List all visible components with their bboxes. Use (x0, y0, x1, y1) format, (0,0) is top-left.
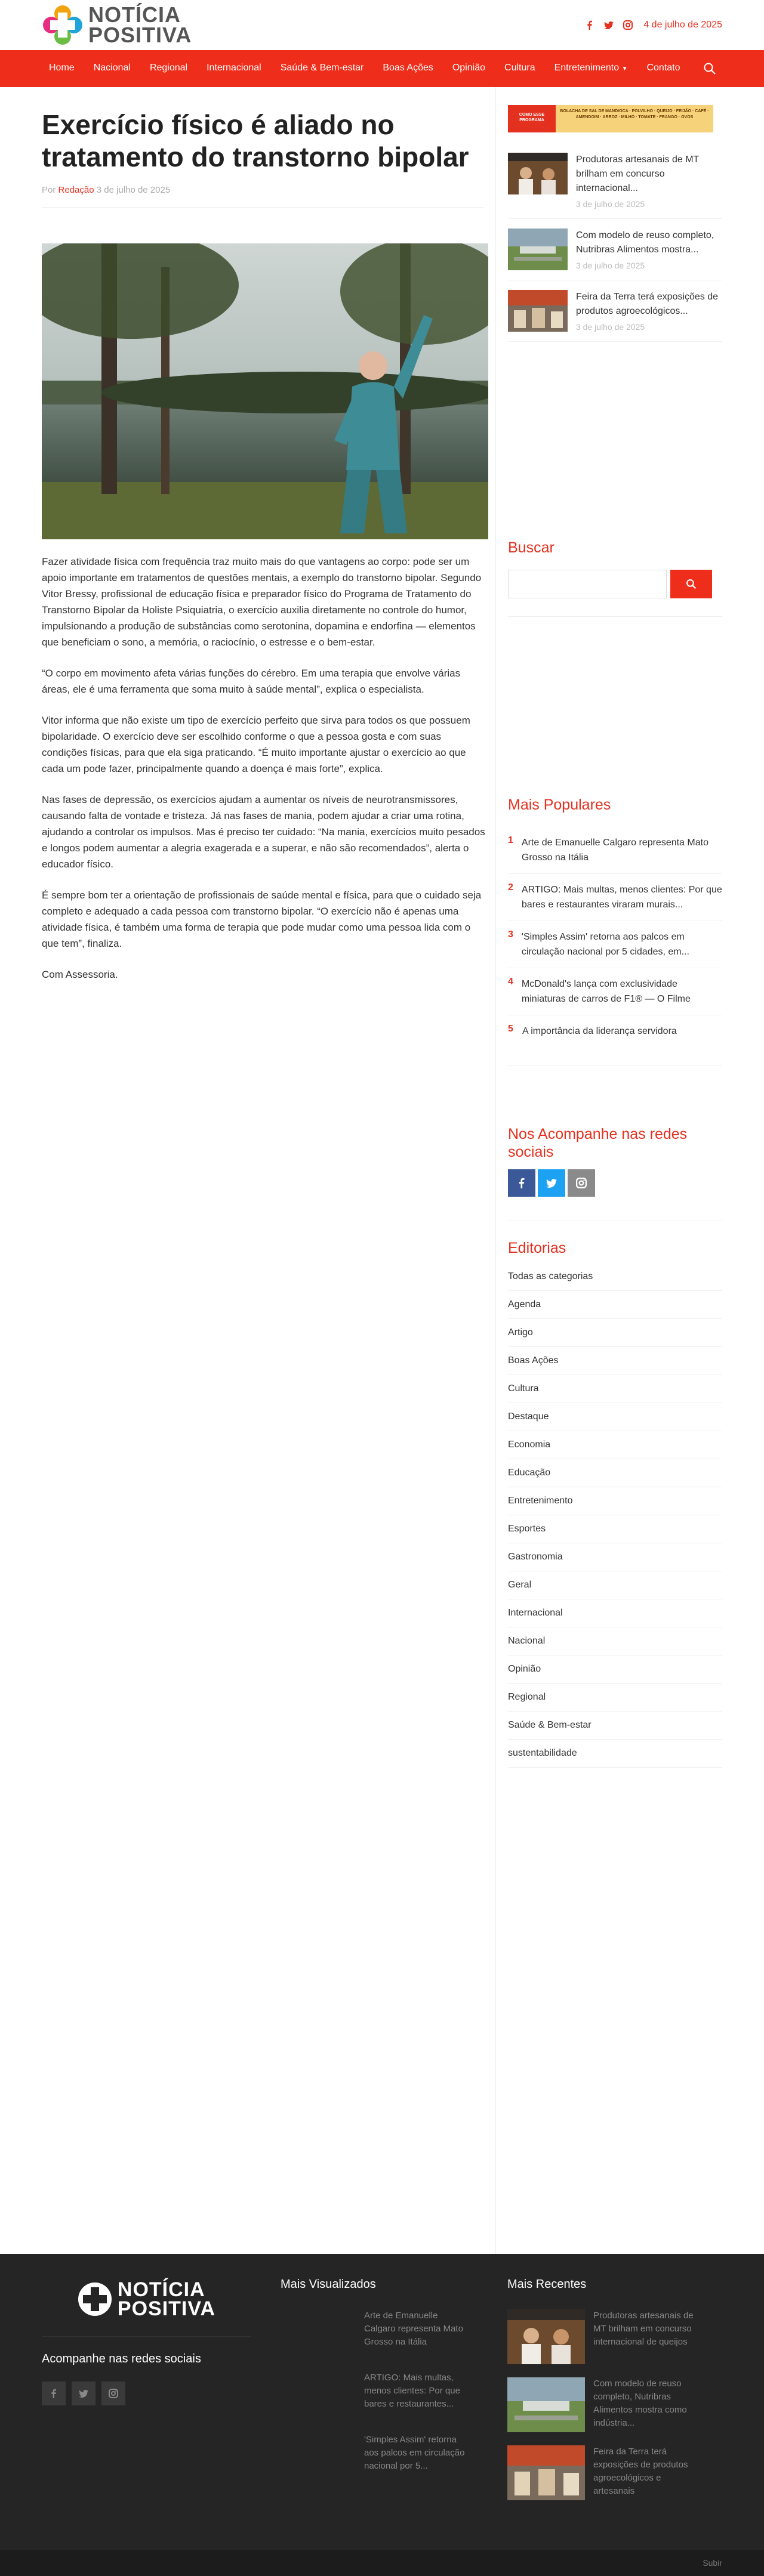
popular-item[interactable] (508, 827, 722, 874)
article-paragraph: Vitor informa que não existe um tipo de exercício perfeito que sirva para todos os que possuem bipolaridade. O exercício deve ser escolhido conforme o que a pessoa gosta e com suas condições físicas, para que ela siga praticando. “É muito importante ajustar o exercício ao que cada um pode fazer, principalmente quando a doença é mais forte”, explica. (42, 715, 470, 774)
nav-item-opiniao[interactable]: Opinião (452, 63, 486, 73)
popular-widget (508, 796, 722, 1065)
article-title: Exercício físico é aliado no tratamento do transtorno bipolar (42, 109, 469, 172)
ad-banner[interactable] (508, 105, 713, 132)
nav-item-entretenimento-label: Entretenimento (554, 63, 620, 73)
footer-most-viewed-title: Mais Visualizados (281, 2278, 376, 2291)
search-widget-title: Buscar (508, 539, 554, 556)
sidebar-post-date: 3 de julho de 2025 (576, 261, 645, 270)
nav-item-contato[interactable]: Contato (646, 63, 680, 73)
header-social (585, 20, 633, 30)
nav-items (42, 50, 690, 88)
twitter-icon (546, 1178, 557, 1188)
search-button[interactable] (670, 570, 712, 598)
category-item[interactable]: Cultura (508, 1375, 722, 1403)
category-item[interactable]: Geral (508, 1571, 722, 1599)
search-icon[interactable] (703, 62, 716, 75)
sidebar-post-title: Com modelo de reuso completo, Nutribras Alimentos mostra... (576, 230, 714, 255)
sidebar-post[interactable] (508, 219, 722, 280)
popular-widget-title: Mais Populares (508, 796, 611, 813)
site-logo[interactable] (42, 3, 192, 47)
facebook-icon (516, 1178, 527, 1188)
footer-divider (42, 2336, 251, 2337)
header-right (585, 20, 722, 30)
nav-item-cultura[interactable]: Cultura (504, 63, 535, 73)
logo-cross-icon (42, 4, 84, 46)
nav-item-home[interactable]: Home (49, 63, 75, 73)
popular-title: McDonald's lança com exclusividade miniaturas de carros de F1® — O Filme (521, 979, 691, 1004)
instagram-icon[interactable] (623, 20, 633, 30)
popular-title: 'Simples Assim' retorna aos palcos em circulação nacional por 5 cidades, em... (521, 932, 689, 957)
sidebar-post[interactable] (508, 143, 722, 219)
article-paragraph: “O corpo em movimento afeta várias funções do cérebro. Em uma terapia que envolve várias áreas, ele é uma ferramenta que soma muito à saúde mental”, explica o especialista. (42, 668, 461, 695)
article-paragraph: Nas fases de depressão, os exercícios ajudam a aumentar os níveis de neurotransmissores, causando falta de vontade e tristeza. Já nas fases de mania, podem ajudar a criar uma rotina, ajudando a controlar os impulsos. Mas é preciso ter cuidado: “Na mania, exercícios muito pesados e longos podem aumentar a alegria exagerada e a superar, e não são recomendados”, alerta o educador físico. (42, 794, 485, 870)
sidebar-post-thumbnail (508, 290, 568, 332)
twitter-button[interactable] (538, 1169, 565, 1197)
footer-logo-text: NOTÍCIA POSITIVA (117, 2278, 216, 2320)
popular-title: ARTIGO: Mais multas, menos clientes: Por que bares e restaurantes viraram murais... (521, 885, 722, 910)
site-header (0, 0, 764, 87)
popular-rank: 5 (508, 1024, 513, 1034)
most-viewed-item[interactable]: Arte de Emanuelle Calgaro representa Mato Grosso na Itália (364, 2311, 463, 2347)
nav-item-boas-acoes[interactable]: Boas Ações (383, 63, 433, 73)
footer-recent-text: Feira da Terra terá exposições de produtos agroecológicos e artesanais (593, 2447, 688, 2496)
main-nav (0, 50, 764, 87)
facebook-icon[interactable] (585, 20, 594, 30)
search-input[interactable] (508, 570, 667, 598)
category-item[interactable]: Esportes (508, 1515, 722, 1543)
nav-item-internacional[interactable]: Internacional (207, 63, 261, 73)
category-item[interactable]: Opinião (508, 1655, 722, 1684)
footer-recent-text: Produtoras artesanais de MT brilham em concurso internacional de queijos (593, 2311, 694, 2347)
search-widget (508, 539, 722, 617)
category-item[interactable]: Economia (508, 1431, 722, 1459)
footer-recent-thumbnail (507, 2445, 585, 2500)
popular-rank: 1 (508, 835, 513, 845)
logo-cross-icon (77, 2281, 113, 2317)
article-meta (42, 185, 483, 208)
sidebar-post-thumbnail (508, 153, 568, 194)
search-icon (686, 579, 697, 589)
footer-recent-thumbnail (507, 2377, 585, 2432)
article-author[interactable]: Redação (58, 185, 94, 195)
category-item[interactable]: Nacional (508, 1627, 722, 1655)
most-viewed-item[interactable]: 'Simples Assim' retorna aos palcos em circulação nacional por 5... (364, 2435, 465, 2471)
category-item[interactable]: sustentabilidade (508, 1740, 722, 1768)
back-to-top-link[interactable]: Subir (703, 2558, 722, 2568)
logo-text: NOTÍCIA POSITIVA (88, 2, 192, 47)
twitter-icon[interactable] (72, 2382, 96, 2405)
article-column (42, 87, 495, 2254)
site-footer (0, 2254, 764, 2550)
category-item[interactable]: Internacional (508, 1599, 722, 1627)
popular-rank: 4 (508, 977, 513, 987)
nav-item-regional[interactable]: Regional (149, 63, 188, 73)
article-paragraph: Fazer atividade física com frequência traz muito mais do que vantagens ao corpo: pode ser um apoio importante em tratamentos de questões mentais, a exemplo do transtorno bipolar. Segundo Vitor Bressy, profissional de educação física e preparador físico do Programa de Tratamento do Transtorno Bipolar da Holiste Psiquiatria, o exercício auxilia diretamente no controle do humor, impulsionando a produção de substâncias como serotonina, dopamina e endorfina — elementos que beneficiam o sono, a memória, o raciocínio, o estresse e o bem-estar. (42, 556, 482, 648)
sidebar-post-title: Produtoras artesanais de MT brilham em concurso internacional... (576, 155, 700, 193)
twitter-icon[interactable] (604, 20, 614, 30)
popular-item[interactable] (508, 1015, 722, 1047)
article-featured-image (42, 243, 488, 539)
footer-recent-text: Com modelo de reuso completo, Nutribras Alimentos mostra como indústria... (593, 2379, 687, 2428)
sidebar-post-thumbnail (508, 228, 568, 270)
footer-recent-item[interactable] (507, 2309, 722, 2364)
nav-item-entretenimento[interactable] (545, 50, 637, 88)
category-item[interactable]: Entretenimento (508, 1487, 722, 1515)
popular-item[interactable] (508, 921, 722, 968)
popular-rank: 3 (508, 929, 513, 940)
facebook-button[interactable] (508, 1169, 535, 1197)
caret-down-icon: ▼ (621, 66, 628, 72)
sidebar-post-title: Feira da Terra terá exposições de produtos agroecológicos... (576, 292, 719, 316)
footer-most-viewed (269, 2278, 495, 2513)
footer-recent-thumbnail (507, 2309, 585, 2364)
instagram-button[interactable] (568, 1169, 595, 1197)
article-date: 3 de julho de 2025 (96, 185, 171, 195)
ad-banner-left-text: COMO ESSE PROGRAMA (519, 113, 545, 122)
instagram-icon[interactable] (101, 2382, 125, 2405)
categories-widget (508, 1239, 722, 1768)
popular-title: Arte de Emanuelle Calgaro representa Mato Grosso na Itália (521, 838, 708, 863)
footer-recent-item[interactable] (507, 2445, 722, 2500)
footer-about (42, 2278, 269, 2513)
meta-by: Por (42, 185, 56, 195)
content-area (42, 87, 722, 2254)
facebook-icon[interactable] (42, 2382, 66, 2405)
nav-item-saude[interactable]: Saúde & Bem-estar (280, 63, 364, 73)
footer-recent-title: Mais Recentes (507, 2278, 587, 2291)
instagram-icon (576, 1178, 587, 1188)
footer-social-title: Acompanhe nas redes sociais (42, 2352, 201, 2365)
category-item[interactable]: Educação (508, 1459, 722, 1487)
category-item[interactable]: Gastronomia (508, 1543, 722, 1571)
article-body (42, 554, 488, 983)
footer-logo[interactable] (42, 2280, 251, 2318)
footer-recent (495, 2278, 722, 2513)
sidebar (495, 87, 722, 2254)
category-item[interactable]: Saúde & Bem-estar (508, 1712, 722, 1740)
sidebar-recent-posts (508, 143, 722, 342)
most-viewed-item[interactable]: ARTIGO: Mais multas, menos clientes: Por que bares e restaurantes... (364, 2373, 460, 2409)
category-item[interactable]: Agenda (508, 1291, 722, 1319)
article-paragraph: Com Assessoria. (42, 969, 118, 980)
social-buttons (508, 1169, 722, 1197)
category-item[interactable]: Regional (508, 1684, 722, 1712)
footer-recent-item[interactable] (507, 2377, 722, 2432)
social-widget (508, 1125, 722, 1221)
category-item[interactable]: Artigo (508, 1319, 722, 1347)
sidebar-post[interactable] (508, 280, 722, 342)
sidebar-post-date: 3 de julho de 2025 (576, 199, 645, 209)
category-item[interactable]: Destaque (508, 1403, 722, 1431)
social-widget-title: Nos Acompanhe nas redes sociais (508, 1126, 688, 1160)
categories-list (508, 1263, 722, 1768)
nav-item-nacional[interactable]: Nacional (93, 63, 131, 73)
popular-title: A importância da liderança servidora (522, 1026, 677, 1036)
popular-item[interactable] (508, 874, 722, 921)
categories-widget-title: Editorias (508, 1240, 566, 1256)
popular-rank: 2 (508, 882, 513, 892)
sidebar-post-date: 3 de julho de 2025 (576, 322, 645, 332)
category-item[interactable]: Boas Ações (508, 1347, 722, 1375)
ad-banner-text: BOLACHA DE SAL DE MANDIOCA · POLVILHO · QUEIJO · FEIJÃO · CAFÉ · AMENDOIM · ARROZ · MILHO · TOMATE · FRANGO · OVOS (560, 109, 709, 119)
search-row (508, 570, 722, 598)
category-item[interactable]: Todas as categorias (508, 1263, 722, 1291)
article-paragraph: É sempre bom ter a orientação de profissionais de saúde mental e física, para que o cuidado seja completo e adequado a cada pessoa com transtorno bipolar. “O exercício não é apenas uma atividade física, é também uma forma de terapia que pode mudar como uma pessoa lida com o que tem”, finaliza. (42, 889, 482, 949)
footer-social-buttons (42, 2382, 269, 2405)
popular-item[interactable] (508, 968, 722, 1015)
current-date: 4 de julho de 2025 (643, 20, 722, 30)
top-bar (0, 0, 764, 50)
footer-bottom-bar (0, 2550, 764, 2576)
